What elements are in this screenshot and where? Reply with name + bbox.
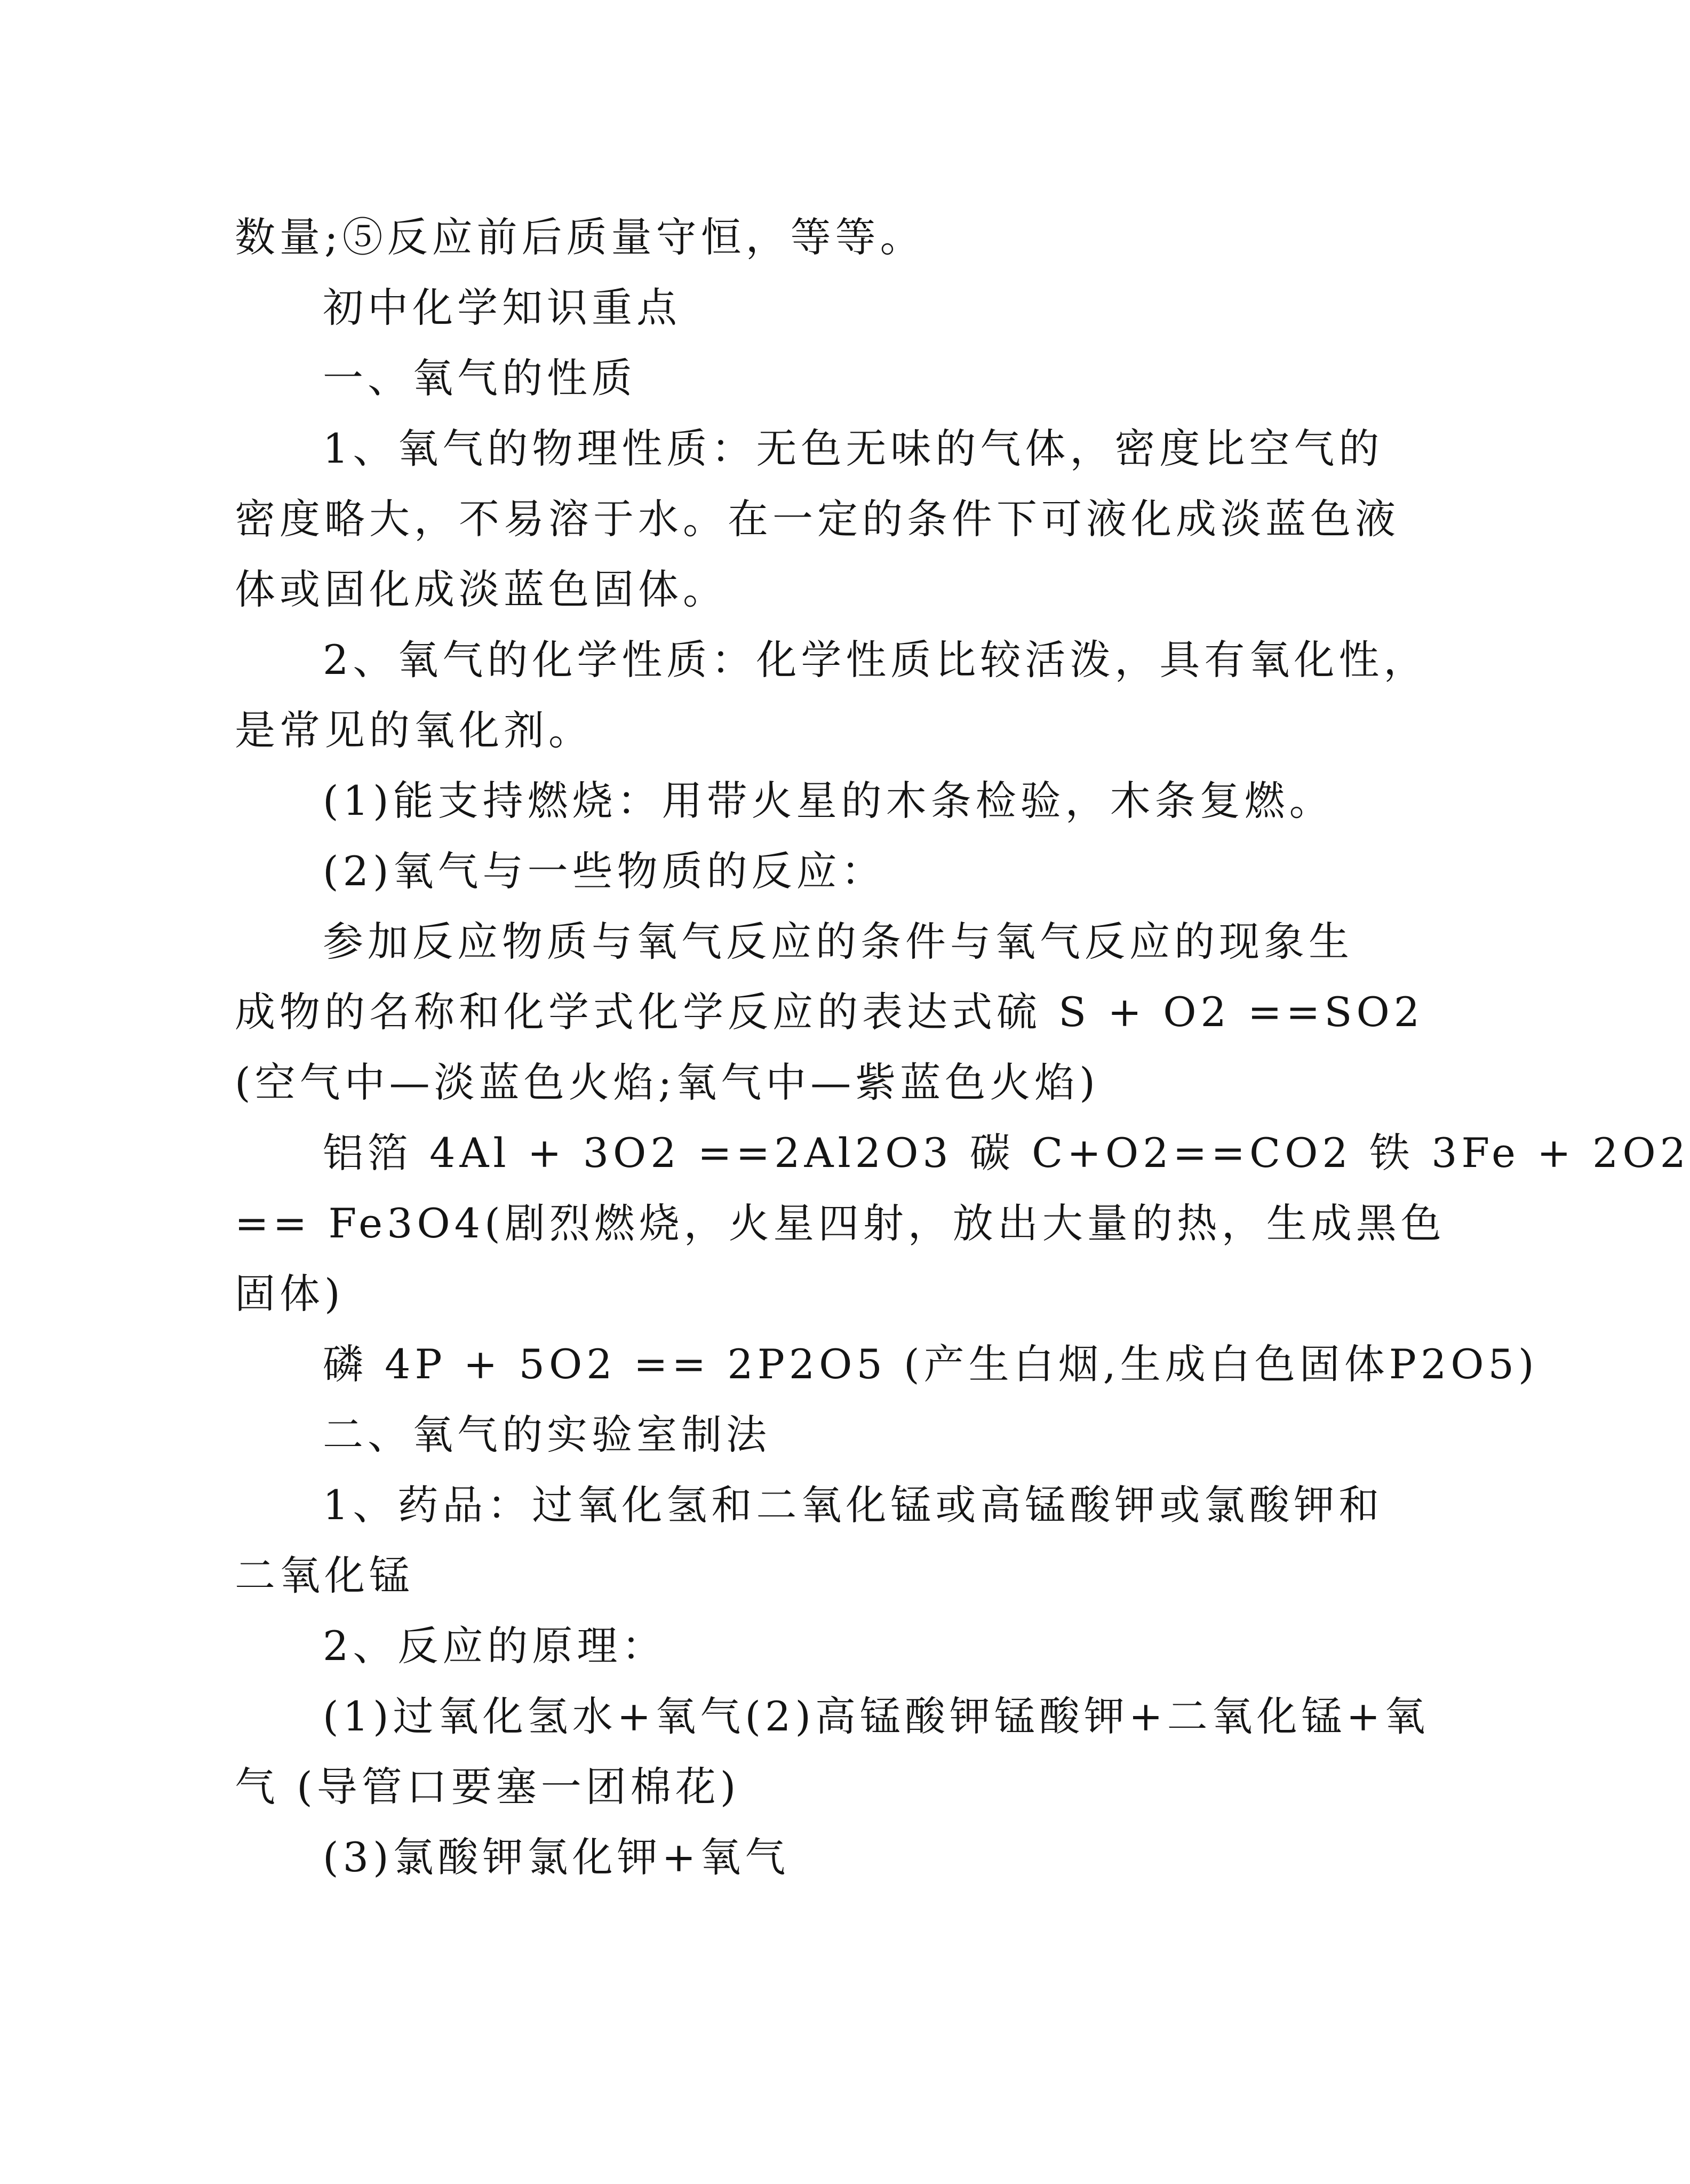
text-line: (空气中—淡蓝色火焰;氧气中—紫蓝色火焰)	[235, 1059, 1099, 1106]
text-line: 2、反应的原理：	[323, 1622, 667, 1670]
text-line: 铝箔 4Al + 3O2 ==2Al2O3 碳 C+O2==CO2 铁 3Fe + 2O2	[323, 1129, 1690, 1177]
text-line: (3)氯酸钾氯化钾+氧气	[323, 1833, 790, 1881]
text-line: 1、药品：过氧化氢和二氧化锰或高锰酸钾或氯酸钾和	[323, 1481, 1384, 1529]
text-line: (1)能支持燃烧：用带火星的木条检验，木条复燃。	[323, 777, 1334, 824]
text-line: 是常见的氧化剂。	[235, 706, 593, 754]
text-line: (2)氧气与一些物质的反应：	[323, 847, 886, 895]
text-line: 固体)	[235, 1270, 345, 1317]
text-line: 成物的名称和化学式化学反应的表达式硫 S + O2 ==SO2	[235, 988, 1424, 1036]
text-line: 密度略大，不易溶于水。在一定的条件下可液化成淡蓝色液	[235, 495, 1400, 543]
text-line: 数量;⑤反应前后质量守恒，等等。	[235, 213, 925, 261]
text-line: 参加反应物质与氧气反应的条件与氧气反应的现象生	[323, 918, 1353, 965]
text-line: == Fe3O4(剧烈燃烧，火星四射，放出大量的热，生成黑色	[235, 1200, 1446, 1247]
text-line: 气 (导管口要塞一团棉花)	[235, 1763, 740, 1810]
section-heading: 初中化学知识重点	[323, 284, 681, 331]
text-line: 1、氧气的物理性质：无色无味的气体，密度比空气的	[323, 425, 1384, 472]
text-line: 2、氧气的化学性质：化学性质比较活泼，具有氧化性，	[323, 636, 1429, 684]
text-line: 体或固化成淡蓝色固体。	[235, 566, 728, 613]
section-heading: 一、氧气的性质	[323, 354, 636, 402]
text-line: (1)过氧化氢水+氧气(2)高锰酸钾锰酸钾+二氧化锰+氧	[323, 1693, 1430, 1740]
text-line: 二氧化锰	[235, 1552, 414, 1599]
section-heading: 二、氧气的实验室制法	[323, 1411, 771, 1458]
text-line: 磷 4P + 5O2 == 2P2O5 (产生白烟,生成白色固体P2O5)	[323, 1340, 1538, 1388]
